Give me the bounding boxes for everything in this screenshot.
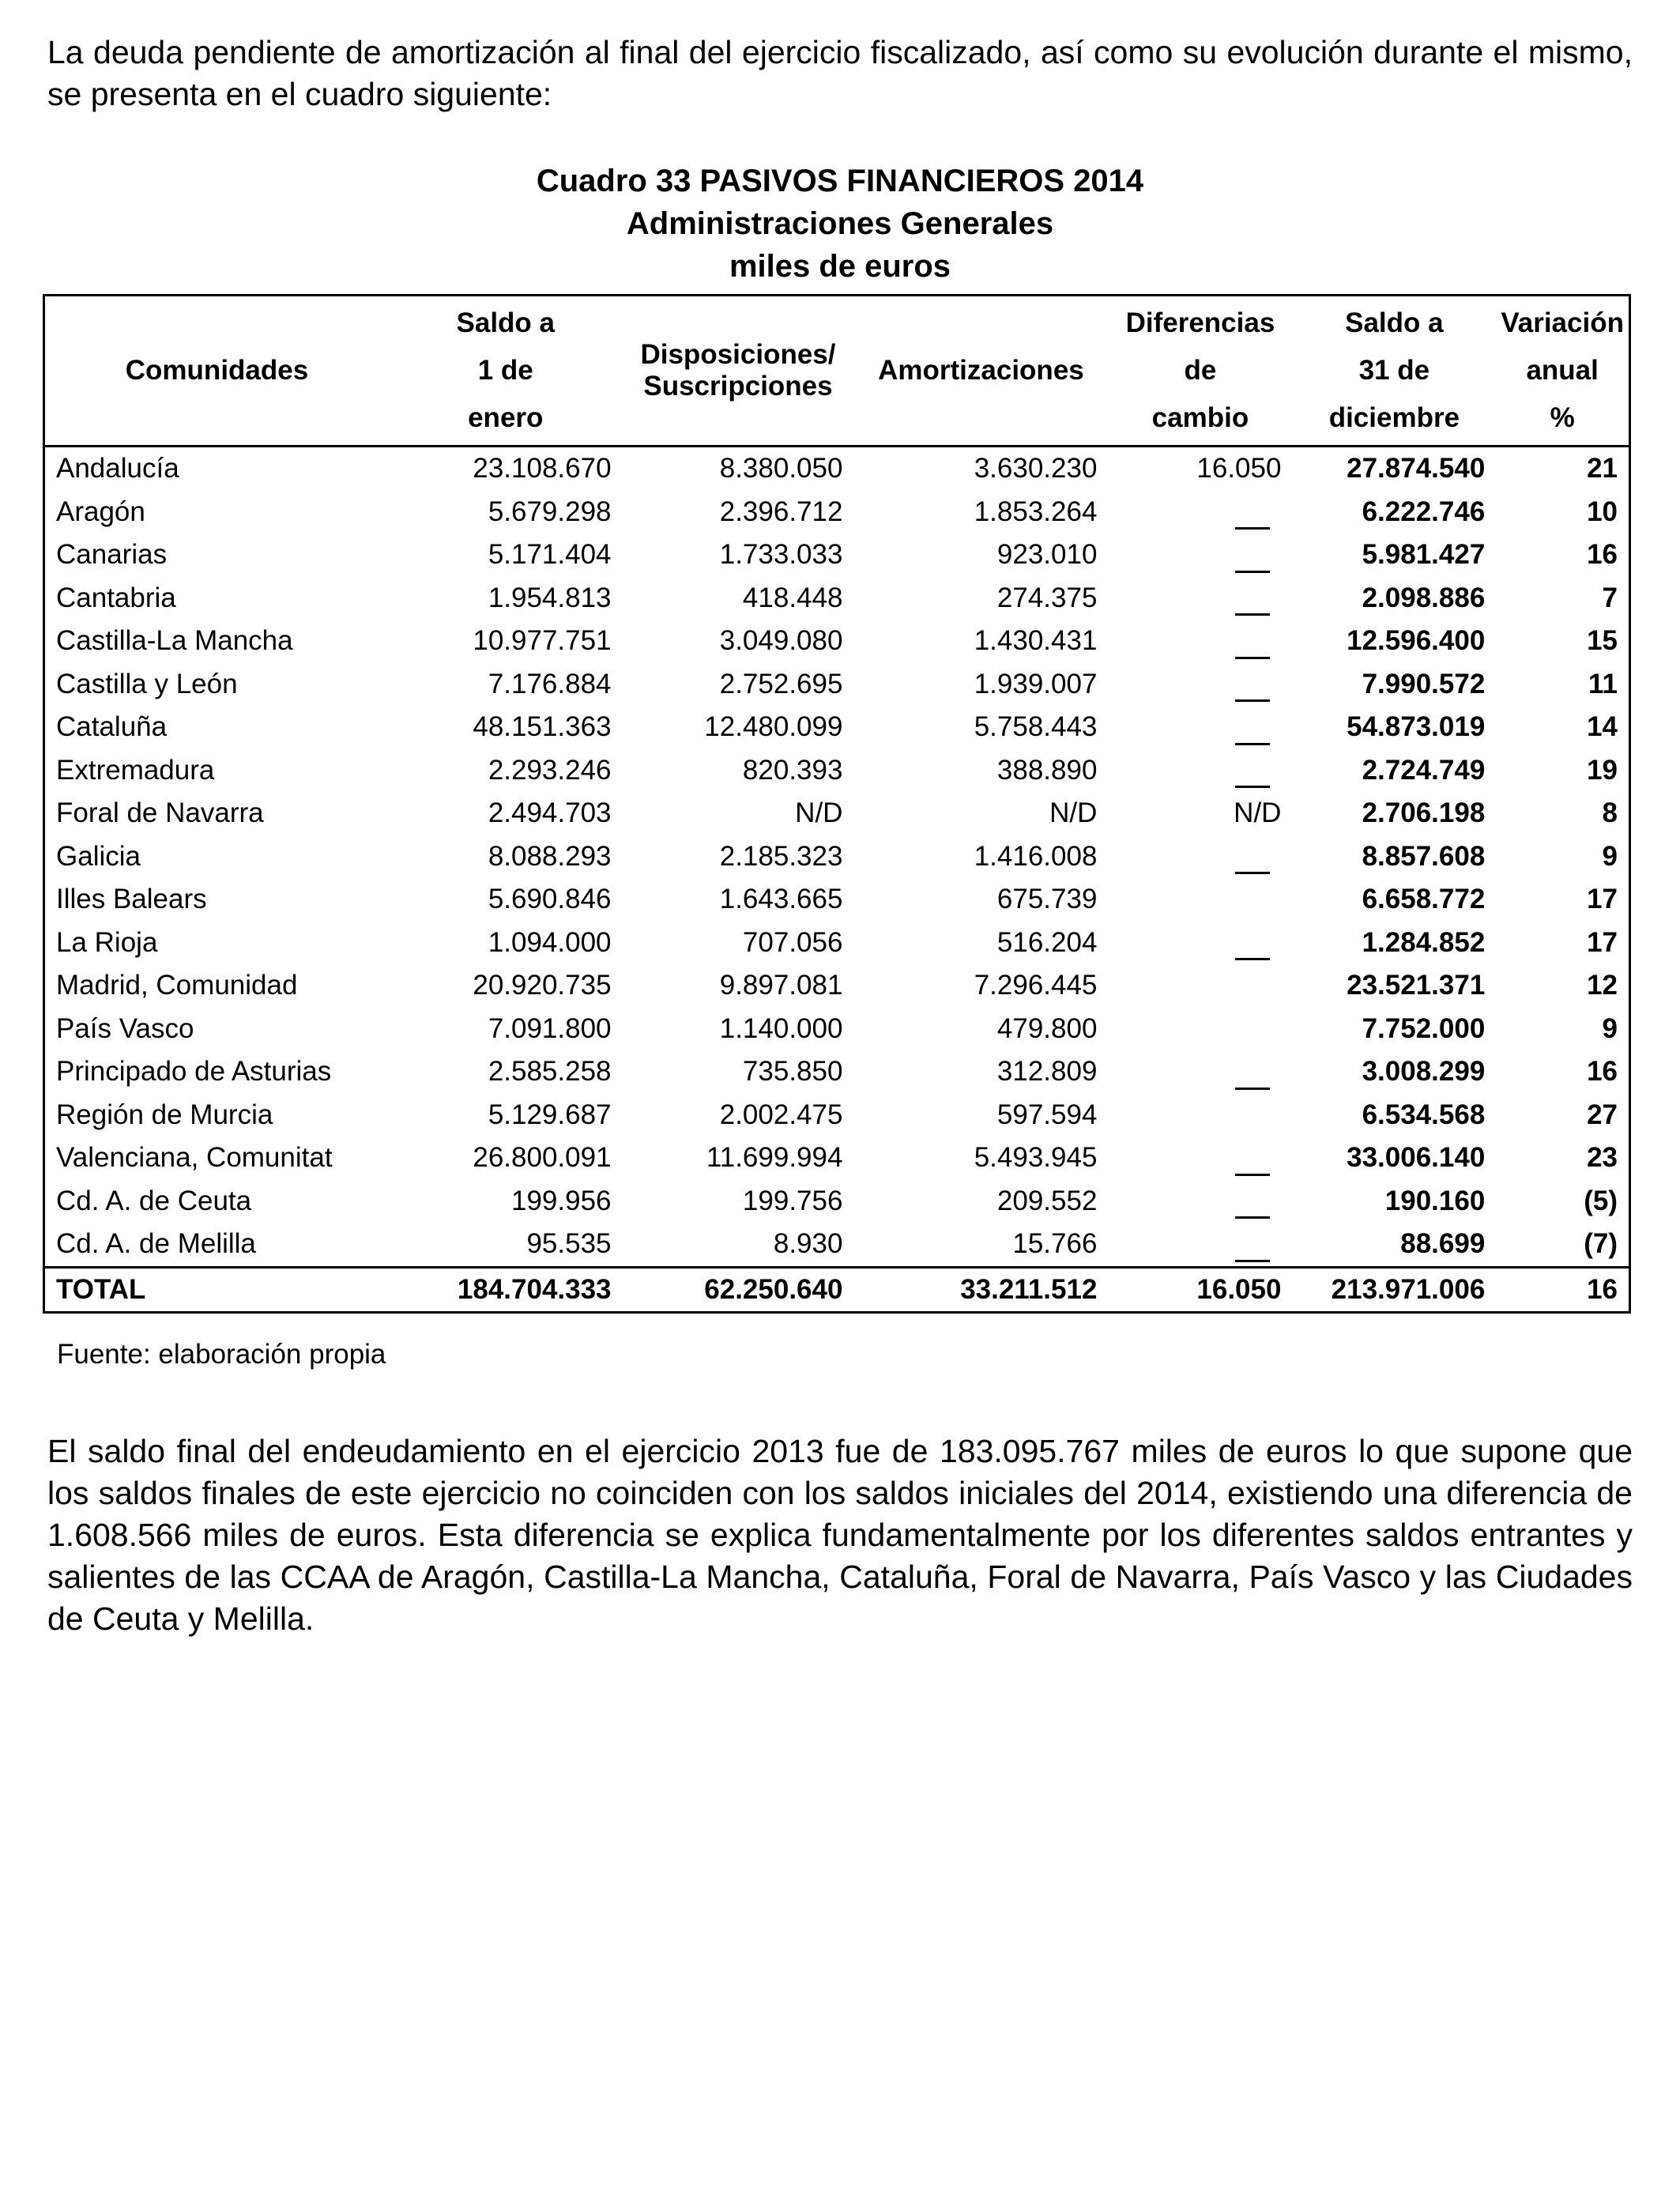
table-title-line1: Cuadro 33 PASIVOS FINANCIEROS 2014: [536, 164, 1144, 198]
cell-comunidad: Valenciana, Comunitat: [56, 1142, 333, 1174]
table-row: [44, 792, 1630, 835]
table-title: [47, 160, 1633, 288]
cell-variacion: 17: [1587, 884, 1618, 915]
dash-mark: [1235, 872, 1270, 874]
debt-table-wrapper: [43, 294, 1631, 1314]
cell-saldo-final: 1.284.852: [1362, 926, 1486, 958]
total-row: [44, 1267, 1630, 1312]
cell-diferencias: N/D: [1234, 797, 1282, 829]
cell-variacion: 11: [1588, 668, 1618, 699]
cell-disposiciones: 1.140.000: [719, 1012, 843, 1044]
cell-diferencias: [1108, 577, 1292, 620]
cell-saldo-final: 5.981.427: [1362, 539, 1486, 571]
cell-saldo-final: 6.658.772: [1362, 884, 1486, 915]
cell-disposiciones: 2.185.323: [719, 840, 843, 872]
cell-amortizaciones: 1.430.431: [974, 625, 1098, 657]
header-saldo-inicial: Saldo a 1 de enero: [389, 296, 623, 447]
dash-mark: [1235, 613, 1270, 616]
cell-saldo-final: 33.006.140: [1347, 1142, 1486, 1174]
cell-saldo-final: 6.222.746: [1362, 496, 1486, 527]
cell-amortizaciones: 3.630.230: [974, 453, 1098, 484]
cell-saldo-final: 6.534.568: [1362, 1099, 1486, 1130]
header-diferencias: Diferencias de cambio: [1108, 296, 1292, 447]
cell-disposiciones: 1.643.665: [719, 884, 843, 915]
table-row: [44, 447, 1630, 491]
cell-diferencias: 16.050: [1196, 453, 1282, 484]
cell-amortizaciones: 1.939.007: [974, 668, 1098, 699]
cell-variacion: 10: [1587, 496, 1618, 527]
cell-saldo-inicial: 7.176.884: [488, 668, 612, 699]
total-diferencias: 16.050: [1108, 1267, 1292, 1312]
cell-variacion: (7): [1584, 1228, 1618, 1260]
cell-variacion: 16: [1587, 539, 1618, 571]
cell-amortizaciones: 5.493.945: [974, 1142, 1098, 1174]
cell-disposiciones: 418.448: [742, 582, 843, 613]
cell-saldo-final: 54.873.019: [1347, 711, 1486, 743]
table-row: [44, 964, 1630, 1008]
cell-comunidad: Illes Balears: [56, 884, 207, 915]
debt-table: [43, 294, 1631, 1314]
cell-variacion: 7: [1602, 582, 1618, 613]
cell-diferencias: [1108, 964, 1292, 1008]
dash-mark: [1235, 1260, 1270, 1262]
table-body: [44, 447, 1630, 1268]
cell-saldo-final: 8.857.608: [1362, 840, 1486, 872]
table-row: [44, 922, 1630, 965]
cell-diferencias: [1108, 835, 1292, 879]
cell-comunidad: Foral de Navarra: [56, 797, 264, 829]
total-amortizaciones: 33.211.512: [853, 1267, 1108, 1312]
cell-comunidad: Extremadura: [56, 754, 215, 786]
cell-amortizaciones: N/D: [1049, 797, 1098, 829]
total-disposiciones: 62.250.640: [623, 1267, 854, 1312]
intro-paragraph: La deuda pendiente de amortización al final del ejercicio fiscalizado, así como su evolución durante el mismo, se presenta en el cuadro siguiente:: [47, 34, 1633, 112]
cell-diferencias: [1108, 706, 1292, 749]
outro-paragraph: El saldo final del endeudamiento en el ejercicio 2013 fue de 183.095.767 miles de euros lo que supone que los saldos finales de este ejercicio no coinciden con los saldos iniciales del 2014, existiendo una diferencia de 1.608.566 miles de euros. Esta diferencia se explica fundamentalmente por los diferentes saldos entrantes y salientes de las CCAA de Aragón, Castilla-La Mancha, Cataluña, Foral de Navarra, País Vasco y las Ciudades de Ceuta y Melilla.: [47, 1433, 1633, 1637]
cell-diferencias: [1108, 878, 1292, 922]
cell-disposiciones: N/D: [795, 797, 843, 829]
cell-comunidad: Madrid, Comunidad: [56, 970, 298, 1001]
cell-diferencias: [1108, 1050, 1292, 1094]
cell-amortizaciones: 675.739: [996, 884, 1098, 915]
cell-amortizaciones: 1.416.008: [974, 840, 1098, 872]
cell-comunidad: Galicia: [56, 840, 141, 872]
cell-disposiciones: 3.049.080: [719, 625, 843, 657]
cell-saldo-inicial: 20.920.735: [473, 970, 612, 1001]
cell-diferencias: [1108, 1008, 1292, 1051]
table-row: [44, 706, 1630, 749]
cell-disposiciones: 2.002.475: [719, 1099, 843, 1130]
cell-amortizaciones: 15.766: [1012, 1228, 1098, 1260]
cell-amortizaciones: 312.809: [996, 1056, 1098, 1088]
cell-variacion: 12: [1587, 970, 1618, 1001]
table-header: [44, 296, 1630, 447]
cell-disposiciones: 707.056: [742, 926, 843, 958]
cell-saldo-final: 3.008.299: [1362, 1056, 1486, 1088]
cell-saldo-final: 2.098.886: [1362, 582, 1486, 613]
cell-comunidad: La Rioja: [56, 926, 158, 958]
cell-variacion: 27: [1587, 1099, 1618, 1130]
cell-comunidad: Castilla y León: [56, 668, 238, 699]
dash-mark: [1235, 657, 1270, 659]
cell-amortizaciones: 274.375: [996, 582, 1098, 613]
cell-variacion: 23: [1587, 1142, 1618, 1174]
cell-comunidad: País Vasco: [56, 1012, 194, 1044]
cell-disposiciones: 2.396.712: [719, 496, 843, 527]
cell-comunidad: Andalucía: [56, 453, 179, 484]
cell-saldo-inicial: 95.535: [526, 1228, 612, 1260]
cell-saldo-final: 12.596.400: [1347, 625, 1486, 657]
dash-mark: [1235, 743, 1270, 745]
cell-diferencias: [1108, 1180, 1292, 1223]
cell-saldo-inicial: 2.585.258: [488, 1056, 612, 1088]
cell-saldo-final: 7.990.572: [1362, 668, 1486, 699]
table-row: [44, 533, 1630, 577]
cell-amortizaciones: 1.853.264: [974, 496, 1098, 527]
table-total: [44, 1267, 1630, 1312]
table-row: [44, 1223, 1630, 1267]
cell-saldo-inicial: 5.679.298: [488, 496, 612, 527]
cell-variacion: 14: [1587, 711, 1618, 743]
table-row: [44, 577, 1630, 620]
cell-disposiciones: 12.480.099: [704, 711, 843, 743]
header-saldo-final: Saldo a 31 de diciembre: [1292, 296, 1496, 447]
cell-disposiciones: 2.752.695: [719, 668, 843, 699]
cell-saldo-final: 190.160: [1384, 1185, 1486, 1216]
dash-mark: [1235, 699, 1270, 702]
total-saldo-final: 213.971.006: [1292, 1267, 1496, 1312]
cell-saldo-inicial: 26.800.091: [473, 1142, 612, 1174]
table-row: [44, 1180, 1630, 1223]
cell-disposiciones: 8.380.050: [719, 453, 843, 484]
dash-mark: [1235, 527, 1270, 530]
cell-saldo-inicial: 23.108.670: [473, 453, 612, 484]
cell-saldo-inicial: 8.088.293: [488, 840, 612, 872]
cell-diferencias: [1108, 749, 1292, 793]
cell-disposiciones: 11.699.994: [706, 1142, 843, 1174]
cell-saldo-inicial: 1.094.000: [488, 926, 612, 958]
cell-comunidad: Aragón: [56, 496, 145, 527]
cell-variacion: 19: [1587, 754, 1618, 786]
cell-amortizaciones: 7.296.445: [974, 970, 1098, 1001]
cell-comunidad: Castilla-La Mancha: [56, 625, 293, 657]
cell-amortizaciones: 516.204: [996, 926, 1098, 958]
cell-diferencias: [1108, 1223, 1292, 1267]
cell-comunidad: Región de Murcia: [56, 1099, 273, 1130]
cell-diferencias: [1108, 533, 1292, 577]
cell-variacion: (5): [1584, 1185, 1618, 1216]
cell-variacion: 17: [1587, 926, 1618, 958]
cell-saldo-inicial: 2.494.703: [488, 797, 612, 829]
cell-saldo-final: 27.874.540: [1347, 453, 1486, 484]
cell-amortizaciones: 5.758.443: [974, 711, 1098, 743]
cell-saldo-final: 23.521.371: [1347, 970, 1486, 1001]
cell-diferencias: [1108, 491, 1292, 534]
cell-saldo-inicial: 5.129.687: [488, 1099, 612, 1130]
table-row: [44, 1008, 1630, 1051]
cell-disposiciones: 1.733.033: [719, 539, 843, 571]
table-row: [44, 749, 1630, 793]
total-label: TOTAL: [44, 1267, 389, 1312]
cell-comunidad: Canarias: [56, 539, 168, 571]
cell-saldo-inicial: 1.954.813: [488, 582, 612, 613]
dash-mark: [1235, 1216, 1270, 1219]
table-row: [44, 878, 1630, 922]
table-row: [44, 1094, 1630, 1137]
cell-saldo-final: 2.706.198: [1362, 797, 1486, 829]
table-title-line3: miles de euros: [729, 249, 951, 284]
cell-comunidad: Cataluña: [56, 711, 168, 743]
table-row: [44, 620, 1630, 663]
table-row: [44, 835, 1630, 879]
cell-diferencias: [1108, 620, 1292, 663]
cell-saldo-final: 2.724.749: [1362, 754, 1486, 786]
cell-saldo-inicial: 2.293.246: [488, 754, 612, 786]
cell-disposiciones: 199.756: [742, 1185, 843, 1216]
cell-comunidad: Cd. A. de Ceuta: [56, 1185, 252, 1216]
cell-saldo-inicial: 5.171.404: [488, 539, 612, 571]
cell-variacion: 15: [1587, 625, 1618, 657]
cell-diferencias: [1108, 922, 1292, 965]
cell-saldo-inicial: 48.151.363: [473, 711, 612, 743]
cell-comunidad: Cd. A. de Melilla: [56, 1228, 256, 1260]
cell-amortizaciones: 388.890: [996, 754, 1098, 786]
cell-disposiciones: 820.393: [742, 754, 843, 786]
cell-variacion: 21: [1587, 453, 1618, 484]
cell-amortizaciones: 479.800: [996, 1012, 1098, 1044]
dash-mark: [1235, 958, 1270, 960]
header-variacion: Variación anual %: [1496, 296, 1629, 447]
table-row: [44, 663, 1630, 707]
cell-variacion: 9: [1602, 840, 1618, 872]
cell-amortizaciones: 923.010: [996, 539, 1098, 571]
cell-variacion: 16: [1587, 1056, 1618, 1088]
table-row: [44, 1137, 1630, 1180]
dash-mark: [1235, 786, 1270, 788]
cell-amortizaciones: 209.552: [996, 1185, 1098, 1216]
cell-disposiciones: 8.930: [773, 1228, 843, 1260]
header-amortizaciones: Amortizaciones: [853, 296, 1108, 447]
header-disposiciones: Disposiciones/ Suscripciones: [623, 296, 854, 447]
cell-diferencias: [1108, 663, 1292, 707]
cell-disposiciones: 9.897.081: [719, 970, 843, 1001]
cell-saldo-inicial: 199.956: [511, 1185, 612, 1216]
cell-diferencias: [1108, 1094, 1292, 1137]
cell-comunidad: Principado de Asturias: [56, 1056, 332, 1088]
total-variacion: 16: [1496, 1267, 1629, 1312]
table-source-note: Fuente: elaboración propia: [57, 1339, 386, 1370]
dash-mark: [1235, 1174, 1270, 1176]
cell-variacion: 8: [1602, 797, 1618, 829]
dash-mark: [1235, 1088, 1270, 1090]
cell-comunidad: Cantabria: [56, 582, 176, 613]
cell-saldo-final: 88.699: [1400, 1228, 1486, 1260]
total-saldo-inicial: 184.704.333: [389, 1267, 623, 1312]
cell-saldo-inicial: 5.690.846: [488, 884, 612, 915]
dash-mark: [1235, 571, 1270, 573]
table-row: [44, 1050, 1630, 1094]
cell-saldo-final: 7.752.000: [1362, 1012, 1486, 1044]
header-comunidades: Comunidades: [44, 296, 389, 447]
cell-variacion: 9: [1602, 1012, 1618, 1044]
cell-amortizaciones: 597.594: [996, 1099, 1098, 1130]
cell-saldo-inicial: 10.977.751: [473, 625, 612, 657]
table-row: [44, 491, 1630, 534]
table-title-line2: Administraciones Generales: [626, 206, 1054, 241]
cell-saldo-inicial: 7.091.800: [488, 1012, 612, 1044]
cell-diferencias: [1108, 1137, 1292, 1180]
cell-disposiciones: 735.850: [742, 1056, 843, 1088]
